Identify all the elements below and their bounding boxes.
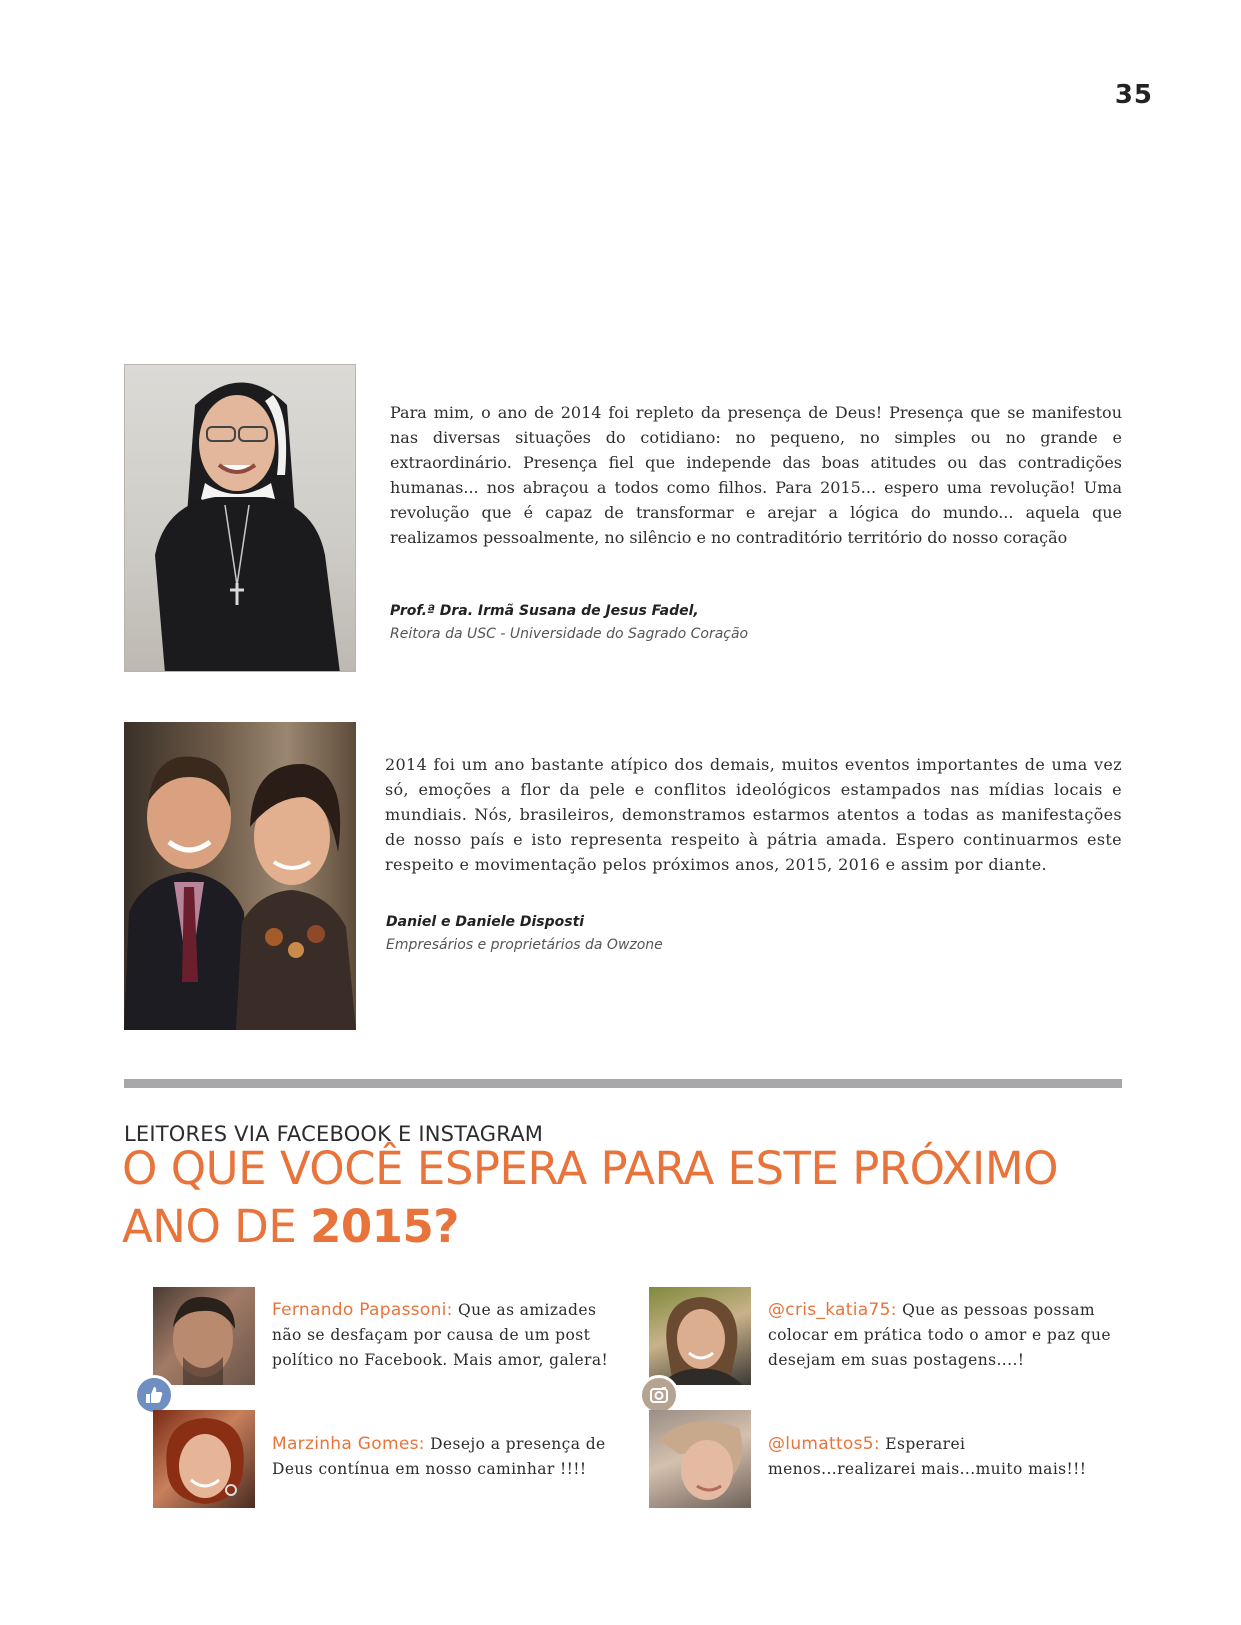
- author-role: Reitora da USC - Universidade do Sagrado Coração: [390, 626, 749, 642]
- comment-text: Esperarei menos...realizarei mais...muito mais!!!: [768, 1435, 1087, 1478]
- testimonial-author-1: [390, 600, 748, 646]
- comment-text: Que as amizades não se desfaçam por causa de um post político no Facebook. Mais amor, galera!: [272, 1301, 609, 1369]
- testimonial-quote-1: Para mim, o ano de 2014 foi repleto da presença de Deus! Presença que se manifestou nas diversas situações do cotidiano: no pequeno, no simples ou no grande e extraordinário. Presença fiel que independe das boas atitudes ou das contradições humanas... nos abraçou a todos como filhos. Para 2015... espero uma revolução! Uma revolução que é capaz de transformar e arejar a lógica do mundo... aquela que realizamos pessoalmente, no silêncio e no contraditório território do nosso coração: [390, 403, 1122, 547]
- avatar-lumattos5: [649, 1410, 751, 1508]
- comment-fernando-papassoni: [272, 1298, 622, 1373]
- comment-lumattos5: [768, 1432, 1113, 1482]
- headline-line-1: O QUE VOCÊ ESPERA PARA ESTE PRÓXIMO: [122, 1142, 1059, 1195]
- avatar-cris-katia75: [649, 1287, 751, 1385]
- headline-year: 2015?: [310, 1200, 459, 1253]
- commenter-name: @cris_katia75:: [768, 1300, 897, 1320]
- author-name: Prof.ª Dra. Irmã Susana de Jesus Fadel,: [390, 603, 699, 619]
- photo-daniel-daniele-disposti: [124, 722, 356, 1030]
- photo-susana-fadel: [124, 364, 356, 672]
- avatar-marzinha-gomes: [153, 1410, 255, 1508]
- page-number: 35: [1114, 80, 1153, 110]
- commenter-name: @lumattos5:: [768, 1434, 880, 1454]
- testimonial-author-2: [386, 911, 663, 957]
- commenter-name: Fernando Papassoni:: [272, 1300, 453, 1320]
- avatar-fernando-papassoni: [153, 1287, 255, 1385]
- testimonial-quote-2: 2014 foi um ano bastante atípico dos demais, muitos eventos importantes de uma vez só, emoções a flor da pele e conflitos ideológicos estampados nas mídias locais e mundiais. Nós, brasileiros, demonstramos estarmos atentos a todas as manifestações de nosso país e isto representa respeito à pátria amada. Espero continuarmos este respeito e movimentação pelos próximos anos, 2015, 2016 e assim por diante.: [385, 755, 1122, 874]
- headline-line-2-prefix: ANO DE: [122, 1200, 311, 1253]
- comment-cris-katia75: [768, 1298, 1113, 1373]
- camera-icon: [639, 1375, 679, 1415]
- thumbs-up-icon: [134, 1375, 174, 1415]
- comment-text: Desejo a presença de Deus contínua em nosso caminhar !!!!: [272, 1435, 606, 1478]
- author-name: Daniel e Daniele Disposti: [386, 914, 585, 930]
- comment-text: Que as pessoas possam colocar em prática todo o amor e paz que desejam em suas postagens....!: [768, 1301, 1112, 1369]
- section-headline: [122, 1140, 1122, 1256]
- section-divider: [124, 1079, 1122, 1088]
- commenter-name: Marzinha Gomes:: [272, 1434, 425, 1454]
- comment-marzinha-gomes: [272, 1432, 632, 1482]
- author-role: Empresários e proprietários da Owzone: [386, 937, 663, 953]
- section-kicker: LEITORES VIA FACEBOOK E INSTAGRAM: [124, 1122, 544, 1146]
